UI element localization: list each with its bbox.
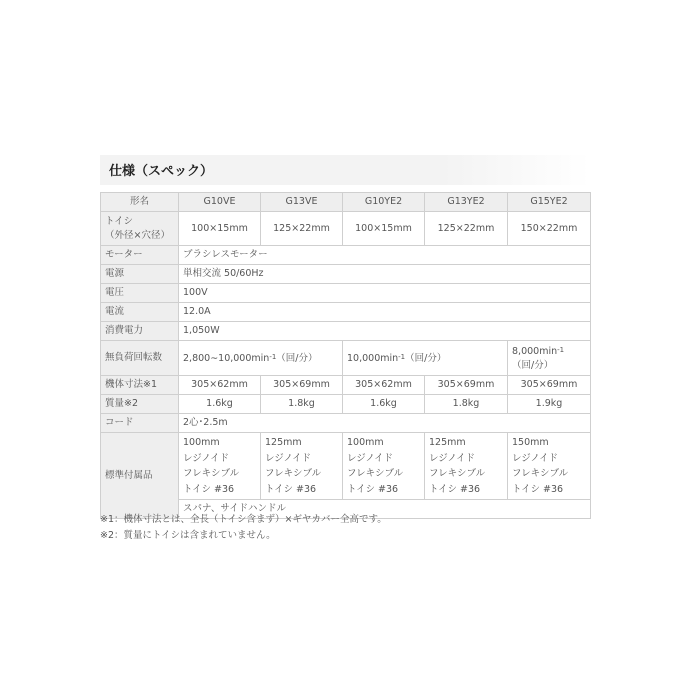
dimensions-value: 305×62mm <box>343 376 425 395</box>
accessory-cell <box>425 433 508 500</box>
accessory-cell <box>179 433 261 500</box>
dimensions-row <box>101 376 591 395</box>
dimensions-value: 305×69mm <box>261 376 343 395</box>
weight-value: 1.6kg <box>343 395 425 414</box>
wheel-value: 150×22mm <box>508 212 591 246</box>
accessory-line: 100mm <box>183 437 220 448</box>
accessory-line: トイシ #36 <box>347 483 399 495</box>
accessories-common: スパナ、サイドハンドル <box>179 500 591 519</box>
wheel-row <box>101 212 591 246</box>
model-label: 形名 <box>101 193 179 212</box>
weight-value: 1.8kg <box>425 395 508 414</box>
no-load-speed-value <box>508 341 591 376</box>
accessory-line: レジノイド <box>183 452 230 464</box>
accessory-line: レジノイド <box>512 452 559 464</box>
accessory-line: フレキシブル <box>347 468 404 479</box>
accessory-line: トイシ #36 <box>512 483 564 495</box>
model-name: G10YE2 <box>343 193 425 212</box>
speed-main: 2,800∼10,000min <box>183 353 270 364</box>
accessory-line: レジノイド <box>265 452 312 464</box>
no-load-speed-value <box>343 341 508 376</box>
accessory-cell <box>261 433 343 500</box>
motor-label: モーター <box>101 246 179 265</box>
power-source-label: 電源 <box>101 265 179 284</box>
speed-main: 10,000min <box>347 353 399 364</box>
cord-row <box>101 414 591 433</box>
power-consumption-label: 消費電力 <box>101 322 179 341</box>
model-name: G15YE2 <box>508 193 591 212</box>
dimensions-value: 305×69mm <box>508 376 591 395</box>
weight-value: 1.6kg <box>179 395 261 414</box>
wheel-value: 100×15mm <box>179 212 261 246</box>
power-consumption-row <box>101 322 591 341</box>
model-name: G13VE <box>261 193 343 212</box>
speed-unit-exponent: -1 <box>557 346 565 354</box>
no-load-speed-label: 無負荷回転数 <box>101 341 179 376</box>
accessory-line: フレキシブル <box>183 468 240 479</box>
dimensions-value: 305×62mm <box>179 376 261 395</box>
weight-row <box>101 395 591 414</box>
accessory-line: トイシ #36 <box>265 483 317 495</box>
speed-unit: （回/分） <box>276 353 318 364</box>
current-row <box>101 303 591 322</box>
section-heading <box>100 155 590 185</box>
cord-label: コード <box>101 414 179 433</box>
current-value: 12.0A <box>179 303 591 322</box>
accessory-line: フレキシブル <box>512 468 569 479</box>
power-source-row <box>101 265 591 284</box>
wheel-value: 100×15mm <box>343 212 425 246</box>
section-title: 仕様（スペック） <box>109 164 214 179</box>
cord-value: 2心･2.5m <box>179 414 591 433</box>
voltage-label: 電圧 <box>101 284 179 303</box>
accessories-label: 標準付属品 <box>101 433 179 519</box>
speed-unit-exponent: -1 <box>398 353 406 361</box>
model-row <box>101 193 591 212</box>
no-load-speed-row <box>101 341 591 376</box>
wheel-label <box>101 212 179 246</box>
accessories-row <box>101 433 591 500</box>
speed-unit-exponent: -1 <box>269 353 277 361</box>
accessory-line: 125mm <box>265 437 302 448</box>
dimensions-value: 305×69mm <box>425 376 508 395</box>
footnote-1: ※1：機体寸法とは、全長（トイシ含まず）×ギヤカバー全高です。 <box>100 514 387 525</box>
weight-value: 1.8kg <box>261 395 343 414</box>
no-load-speed-value <box>179 341 343 376</box>
model-name: G10VE <box>179 193 261 212</box>
accessory-cell <box>343 433 425 500</box>
spec-table <box>100 192 591 519</box>
current-label: 電流 <box>101 303 179 322</box>
accessory-line: トイシ #36 <box>429 483 481 495</box>
motor-row <box>101 246 591 265</box>
voltage-row <box>101 284 591 303</box>
footnotes <box>100 512 600 544</box>
accessory-line: 150mm <box>512 437 549 448</box>
speed-unit: （回/分） <box>405 353 447 364</box>
power-consumption-value: 1,050W <box>179 322 591 341</box>
footnote-2: ※2：質量にトイシは含まれていません。 <box>100 530 276 541</box>
accessory-line: フレキシブル <box>265 468 322 479</box>
accessory-line: レジノイド <box>429 452 476 464</box>
accessory-line: フレキシブル <box>429 468 486 479</box>
wheel-value: 125×22mm <box>425 212 508 246</box>
wheel-label-line2: （外径×穴径） <box>105 229 170 241</box>
wheel-label-line1: トイシ <box>105 215 134 227</box>
weight-value: 1.9kg <box>508 395 591 414</box>
voltage-value: 100V <box>179 284 591 303</box>
accessory-line: レジノイド <box>347 452 394 464</box>
power-source-value: 単相交流 50/60Hz <box>179 265 591 284</box>
wheel-value: 125×22mm <box>261 212 343 246</box>
model-name: G13YE2 <box>425 193 508 212</box>
accessory-line: 125mm <box>429 437 466 448</box>
speed-unit: （回/分） <box>512 360 554 371</box>
accessory-cell <box>508 433 591 500</box>
accessory-line: 100mm <box>347 437 384 448</box>
motor-value: ブラシレスモーター <box>179 246 591 265</box>
speed-main: 8,000min <box>512 346 558 357</box>
accessory-line: トイシ #36 <box>183 483 235 495</box>
dimensions-label: 機体寸法※1 <box>101 376 179 395</box>
weight-label: 質量※2 <box>101 395 179 414</box>
